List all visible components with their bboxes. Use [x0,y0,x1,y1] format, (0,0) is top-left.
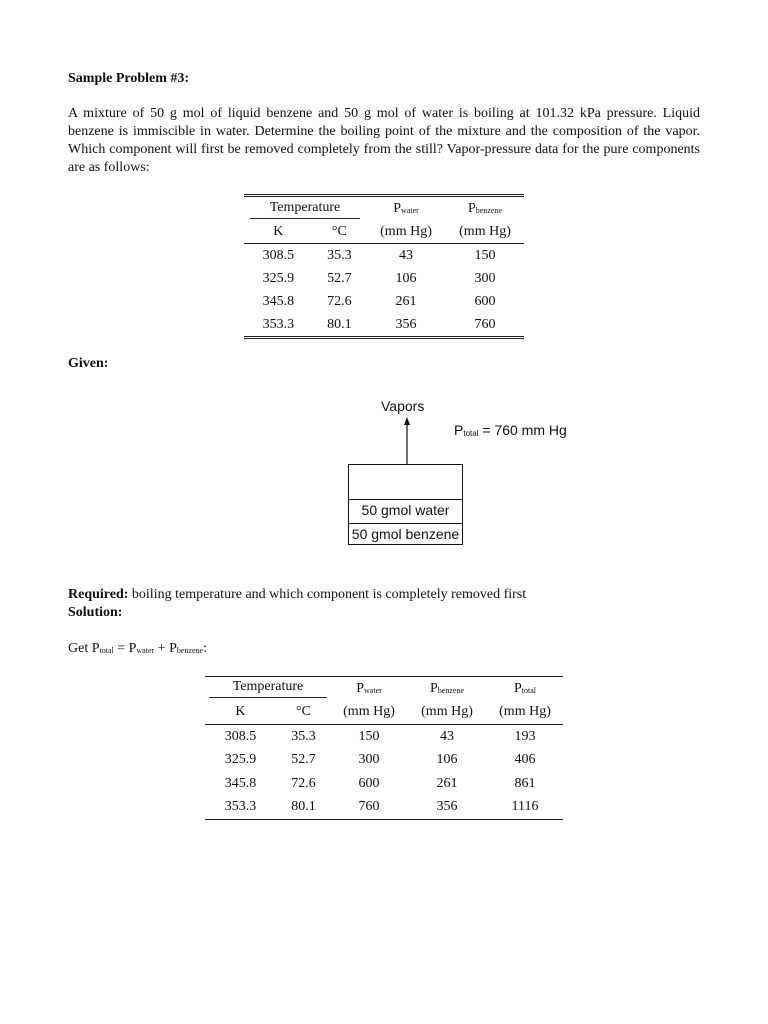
p-water-header: $P_{water}$ [356,680,382,696]
benzene-layer: 50 gmol benzene [349,523,462,545]
p-benzene-header: $P_{benzene}$ [430,680,464,696]
problem-title: Sample Problem #3: [68,71,190,86]
equation-line: Get $P_{total} = P_{water} + P_{benzene}$: [68,641,207,656]
table-row: 353.3 80.1 760 356 1116 [224,799,539,815]
total-pressure-label: $P_{total} = 760$ mm Hg [454,422,567,438]
water-layer: 50 gmol water [349,499,462,521]
celsius-header: °C [276,701,331,725]
p-water-header: $P_{water}$ [393,201,419,216]
k-header: K [244,221,313,244]
unit-header: (mm Hg) [446,221,524,244]
table-row: 353.3 80.1 356 760 [262,316,496,332]
k-header: K [205,701,276,725]
problem-statement: A mixture of 50 g mol of liquid benzene and 50 g mol of water is boiling at 101.32 kPa pressure. Liquid benzene is immiscible in water. Determine the boiling point of the mixture and the composition of the vapor. Which component will first be removed completely from the still? Vapor-pressure data for the pure components are as follows: [68,106,700,175]
vapor-pressure-table [244,194,524,339]
p-total-header: $P_{total}$ [513,680,536,696]
required-text: boiling temperature and which component is completely removed first [128,587,527,602]
vapors-label: Vapors [381,398,425,414]
celsius-header: °C [313,221,366,244]
p-benzene-header: $P_{benzene}$ [468,201,502,216]
table-row: 308.5 35.3 43 150 [262,247,496,263]
still-vessel [348,464,463,545]
table-row: 345.8 72.6 600 261 861 [224,775,536,791]
table-row: 308.5 35.3 150 43 193 [224,728,536,744]
solution-label: Solution: [68,605,123,620]
required-line [68,587,526,603]
table-row: 325.9 52.7 300 106 406 [224,752,536,768]
required-label: Required: [68,587,129,602]
unit-header: (mm Hg) [331,701,407,725]
given-label: Given: [68,356,109,371]
unit-header: (mm Hg) [407,701,487,725]
temperature-header: Temperature [209,679,327,698]
vapor-arrow [398,416,416,466]
unit-header: (mm Hg) [366,221,446,244]
unit-header: (mm Hg) [487,701,563,725]
table-row: 325.9 52.7 106 300 [262,270,496,286]
total-pressure-table [205,676,563,820]
temperature-header: Temperature [250,200,360,219]
table-row: 345.8 72.6 261 600 [262,293,496,309]
